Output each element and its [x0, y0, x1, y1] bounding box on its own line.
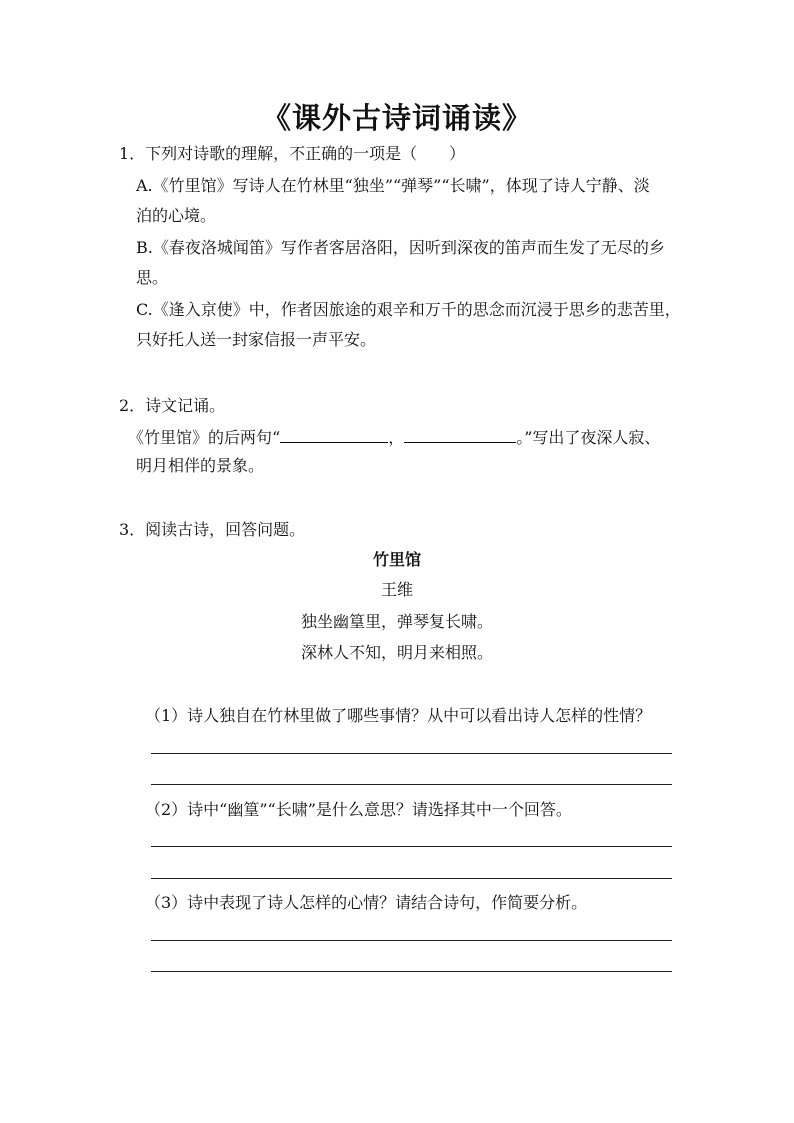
question-2-stem: 2．诗文记诵。: [119, 396, 226, 415]
question-2-text-part2: 。”写出了夜深人寂、: [516, 428, 661, 447]
question-2-line2: 明月相伴的景象。: [136, 456, 265, 475]
fill-blank-2[interactable]: [404, 426, 516, 443]
poem-title: 竹里馆: [372, 550, 421, 569]
question-1-stem: 1．下列对诗歌的理解，不正确的一项是（ ）: [119, 144, 466, 163]
sub-question-2: （2）诗中“幽篁”“长啸”是什么意思？请选择其中一个回答。: [145, 800, 572, 819]
question-3-stem: 3．阅读古诗，回答问题。: [119, 520, 306, 539]
sub-question-3: （3）诗中表现了诗人怎样的心情？请结合诗句，作简要分析。: [145, 893, 588, 912]
question-1-option-c: C.《逢入京使》中，作者因旅途的艰辛和万千的思念而沉浸于思乡的悲苦里，: [136, 300, 681, 319]
poem-line-2: 深林人不知，明月来相照。: [300, 643, 493, 662]
poem-author: 王维: [380, 580, 413, 599]
question-1-option-a: A.《竹里馆》写诗人在竹林里“独坐”“弹琴”“长啸”，体现了诗人宁静、淡: [136, 176, 650, 195]
answer-line-3b[interactable]: [151, 971, 672, 972]
answer-line-3a[interactable]: [151, 940, 672, 941]
fill-blank-1[interactable]: [280, 426, 388, 443]
question-1-option-b: B.《春夜洛城闻笛》写作者客居洛阳，因听到深夜的笛声而生发了无尽的乡: [136, 238, 665, 257]
question-2-separator: ，: [388, 428, 405, 447]
question-2-text-part1: 《竹里馆》的后两句“: [128, 428, 281, 447]
page-title: 《课外古诗词诵读》: [261, 101, 532, 135]
sub-question-1: （1）诗人独自在竹林里做了哪些事情？从中可以看出诗人怎样的性情？: [145, 706, 652, 725]
answer-line-1b[interactable]: [151, 784, 672, 785]
question-1-option-b-cont: 思。: [136, 268, 169, 287]
answer-line-2b[interactable]: [151, 878, 672, 879]
poem-line-1: 独坐幽篁里，弹琴复长啸。: [300, 612, 493, 631]
question-1-option-a-cont: 泊的心境。: [136, 206, 217, 225]
answer-line-2a[interactable]: [151, 846, 672, 847]
question-2-fill-line: [128, 426, 660, 448]
answer-line-1a[interactable]: [151, 753, 672, 754]
question-1-option-c-cont: 只好托人送一封家信报一声平安。: [136, 330, 377, 349]
